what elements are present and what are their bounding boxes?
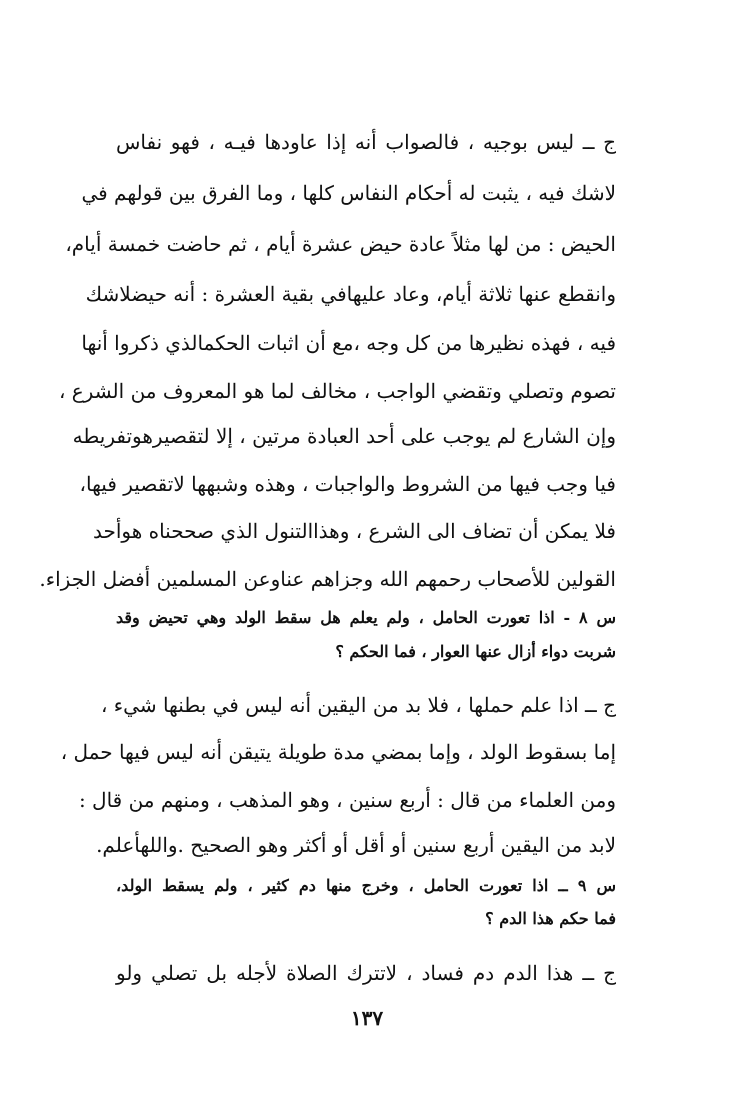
question-line: س ٨ - اذا تعورت الحامل ، ولم يعلم هل سقط الولد وهي تحيض وقد: [116, 608, 617, 627]
text-line: تصوم وتصلي وتقضي الواجب ، مخالف لما هو المعروف من الشرع ،: [58, 379, 616, 403]
text-line: ج ــ هذا الدم دم فساد ، لاتترك الصلاة لأجله بل تصلي ولو: [116, 961, 616, 985]
text-line: ج ــ ليس بوجيه ، فالصواب أنه إذا عاودها فيـه ، فهو نفاس: [116, 130, 616, 154]
text-line: فلا يمكن أن تضاف الى الشرع ، وهذاالتنول الذي صححناه هوأحد: [92, 519, 616, 543]
question-line: فما حكم هذا الدم ؟: [485, 909, 616, 928]
text-line: وإن الشارع لم يوجب على أحد العبادة مرتين ، إلا لتقصيرهوتفريطه: [72, 424, 616, 448]
text-line: إما بسقوط الولد ، وإما بمضي مدة طويلة يتيقن أنه ليس فيها حمل ،: [60, 740, 616, 764]
page-number: ١٣٧: [350, 1006, 384, 1030]
text-line: فيه ، فهذه نظيرها من كل وجه ،مع أن اثبات الحكمالذي ذكروا أنها: [81, 331, 616, 355]
text-line: لاشك فيه ، يثبت له أحكام النفاس كلها ، وما الفرق بين قولهم في: [81, 181, 616, 205]
text-line: ج ــ اذا علم حملها ، فلا بد من اليقين أنه ليس في بطنها شيء ،: [100, 693, 616, 717]
text-line: ومن العلماء من قال : أربع سنين ، وهو المذهب ، ومنهم من قال :: [78, 788, 616, 812]
text-line: القولين للأصحاب رحمهم الله وجزاهم عناوعن المسلمين أفضل الجزاء.: [39, 567, 616, 591]
text-line: الحيض : من لها مثلاً عادة حيض عشرة أيام ، ثم حاضت خمسة أيام،: [65, 232, 616, 256]
text-line: وانقطع عنها ثلاثة أيام، وعاد عليهافي بقية العشرة : أنه حيضلاشك: [85, 282, 616, 306]
question-line: س ٩ ــ اذا تعورت الحامل ، وخرج منها دم كثير ، ولم يسقط الولد،: [116, 876, 616, 895]
text-line: لابد من اليقين أربع سنين أو أقل أو أكثر وهو الصحيح .واللهأعلم.: [96, 833, 616, 857]
text-line: فيا وجب فيها من الشروط والواجبات ، وهذه وشبهها لاتقصير فيها،: [79, 472, 616, 496]
question-line: شربت دواء أزال عنها العوار ، فما الحكم ؟: [335, 642, 616, 661]
